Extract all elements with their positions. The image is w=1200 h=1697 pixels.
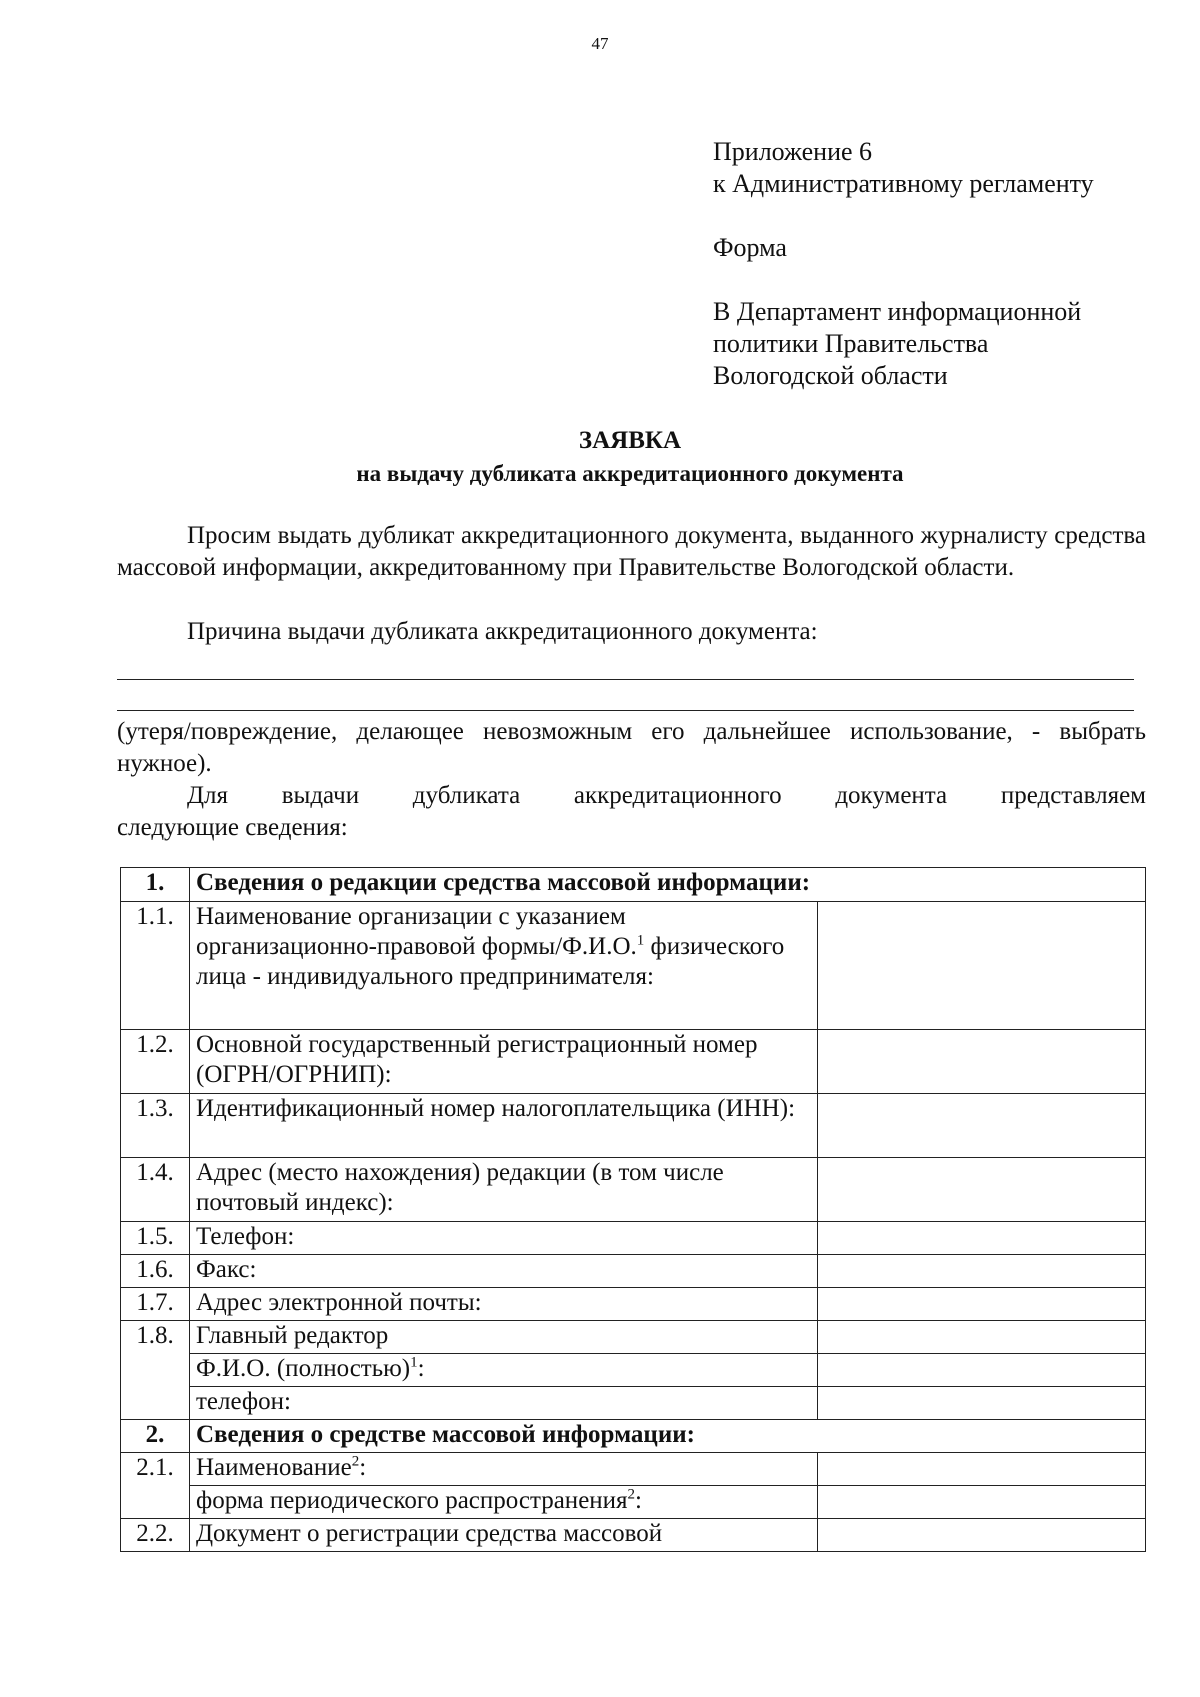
value-cell[interactable] xyxy=(818,1288,1146,1321)
row-number: 2.2. xyxy=(121,1519,190,1552)
row-label: Факс: xyxy=(190,1255,818,1288)
reason-fill-line[interactable] xyxy=(117,710,1134,711)
row-number: 1.3. xyxy=(121,1094,190,1158)
value-cell[interactable] xyxy=(818,1094,1146,1158)
row-number: 1.4. xyxy=(121,1158,190,1222)
page-number: 47 xyxy=(591,34,609,53)
row-label: Телефон: xyxy=(190,1222,818,1255)
addressee-line: В Департамент информационной xyxy=(713,297,1082,326)
document-title: ЗАЯВКА xyxy=(578,427,682,454)
reason-fill-line[interactable] xyxy=(117,679,1134,680)
row-sublabel: телефон: xyxy=(190,1387,818,1420)
value-cell[interactable] xyxy=(818,1222,1146,1255)
table-row xyxy=(121,1158,1146,1222)
table-row xyxy=(121,1354,1146,1387)
row-number: 1.8. xyxy=(121,1321,190,1420)
table-row xyxy=(121,1486,1146,1519)
table-row xyxy=(121,1387,1146,1420)
request-paragraph: Просим выдать дубликат аккредитационного документа, выданного журналисту средства массовой информации, аккредитованному при Правительстве Вологодской области. xyxy=(117,522,1146,581)
addressee-line: Вологодской области xyxy=(713,361,948,390)
appendix-header xyxy=(713,136,1094,392)
document-subtitle: на выдачу дубликата аккредитационного документа xyxy=(356,461,904,486)
value-cell[interactable] xyxy=(818,1158,1146,1222)
table-row xyxy=(121,1288,1146,1321)
table-row xyxy=(121,1222,1146,1255)
row-label: Адрес (место нахождения) редакции (в том числе почтовый индекс): xyxy=(190,1158,818,1222)
row-label: Идентификационный номер налогоплательщика (ИНН): xyxy=(190,1094,818,1158)
appendix-line: Приложение 6 xyxy=(713,137,873,166)
row-label: Наименование$^2$: xyxy=(190,1453,818,1486)
info-line: Для выдачи дубликата аккредитационного документа представляем xyxy=(187,782,1146,809)
value-cell[interactable] xyxy=(818,1387,1146,1420)
section-number: 2. xyxy=(121,1420,190,1453)
value-cell[interactable] xyxy=(818,902,1146,1030)
row-label: Основной государственный регистрационный номер (ОГРН/ОГРНИП): xyxy=(190,1030,818,1094)
info-line: следующие сведения: xyxy=(117,814,348,841)
row-number: 1.7. xyxy=(121,1288,190,1321)
row-number: 1.6. xyxy=(121,1255,190,1288)
reason-paragraph: Причина выдачи дубликата аккредитационного документа: xyxy=(187,618,818,645)
table-row xyxy=(121,1255,1146,1288)
row-number: 1.1. xyxy=(121,902,190,1030)
value-cell[interactable] xyxy=(818,1321,1146,1354)
section-number: 1. xyxy=(121,868,190,902)
table-row xyxy=(121,1519,1146,1552)
value-cell[interactable] xyxy=(818,1030,1146,1094)
value-cell[interactable] xyxy=(818,1486,1146,1519)
details-table xyxy=(120,867,1146,1552)
row-label: Наименование организации с указанием организационно-правовой формы/Ф.И.О.$^1$ физического лица - индивидуального предпринимателя: xyxy=(190,902,818,1030)
table-section-row xyxy=(121,868,1146,902)
section-title: Сведения о редакции средства массовой информации: xyxy=(190,868,1146,902)
section-title: Сведения о средстве массовой информации: xyxy=(190,1420,1146,1453)
value-cell[interactable] xyxy=(818,1255,1146,1288)
row-sublabel: форма периодического распространения$^2$: xyxy=(190,1486,818,1519)
row-number: 2.1. xyxy=(121,1453,190,1519)
row-label: Документ о регистрации средства массовой xyxy=(190,1519,818,1552)
info-paragraph xyxy=(117,780,1146,844)
value-cell[interactable] xyxy=(818,1453,1146,1486)
row-label: Адрес электронной почты: xyxy=(190,1288,818,1321)
row-sublabel: Ф.И.О. (полностью)$^1$: xyxy=(190,1354,818,1387)
table-row xyxy=(121,902,1146,1030)
table-row xyxy=(121,1094,1146,1158)
reason-hint-paragraph: (утеря/повреждение, делающее невозможным его дальнейшее использование, - выбрать нужное). xyxy=(117,718,1146,777)
table-row xyxy=(121,1453,1146,1486)
row-label: Главный редактор xyxy=(190,1321,818,1354)
value-cell[interactable] xyxy=(818,1354,1146,1387)
form-label: Форма xyxy=(713,233,787,262)
appendix-line: к Административному регламенту xyxy=(713,169,1094,198)
table-section-row xyxy=(121,1420,1146,1453)
value-cell[interactable] xyxy=(818,1519,1146,1552)
addressee-line: политики Правительства xyxy=(713,329,989,358)
table-row xyxy=(121,1321,1146,1354)
row-number: 1.5. xyxy=(121,1222,190,1255)
row-number: 1.2. xyxy=(121,1030,190,1094)
table-row xyxy=(121,1030,1146,1094)
